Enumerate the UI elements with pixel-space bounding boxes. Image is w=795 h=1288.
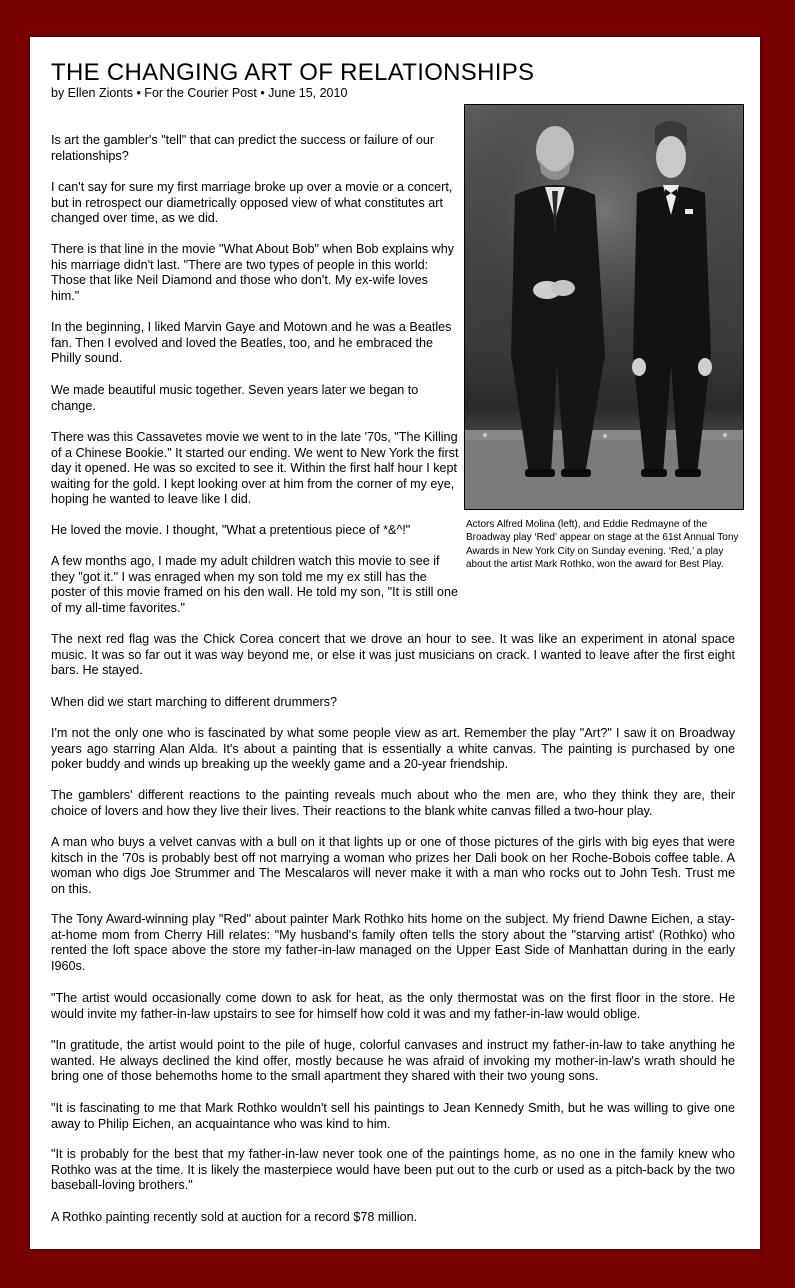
article-title: THE CHANGING ART OF RELATIONSHIPS — [51, 59, 535, 86]
paragraph-11: I'm not the only one who is fascinated by what some people view as art. Remember the play "Art?" I saw it on Broadway years ago starring Alan Alda. It's about a painting that is essentially a white canvas. The painting is purchased by one poker buddy and winds up breaking up the weekly game and a 20-year friendship. — [51, 726, 735, 772]
paragraph-1: Is art the gambler's "tell" that can predict the success or failure of our relationships? — [51, 133, 435, 163]
photo-illustration — [465, 105, 743, 509]
paragraph-2: I can't say for sure my first marriage broke up over a movie or a concert, but in retrospect our diametrically opposed view of what constitutes art changed over time, as we did. — [51, 180, 453, 226]
paragraph-13: A man who buys a velvet canvas with a bull on it that lights up or one of those pictures of the girls with big eyes that were kitsch in the '70s is probably best off not marrying a woman who prizes her Dali book on her Roche-Bobois coffee table. A woman who digs Joe Strummer and The Mescalaros will never make it with a man who rocks out to John Tesh. Trust me on this. — [51, 835, 735, 896]
article-byline: by Ellen Zionts • For the Courier Post • June 15, 2010 — [51, 86, 348, 100]
paragraph-10: When did we start marching to different drummers? — [51, 695, 338, 709]
article-page — [30, 37, 760, 1249]
paragraph-15: "The artist would occasionally come down to ask for heat, as the only thermostat was on the first floor in the store. He would invite my father-in-law upstairs to see for himself how cold it was and my father-in-law would oblige. — [51, 991, 735, 1021]
paragraph-8: A few months ago, I made my adult children watch this movie to see if they "got it." I was enraged when my son told me my ex still has the poster of this movie framed on his den wall. He told my son, "It is still one of my all-time favorites." — [51, 554, 458, 615]
paragraph-16: "In gratitude, the artist would point to the pile of huge, colorful canvases and instruct my father-in-law to take anything he wanted. He always declined the kind offer, mostly because he was afraid of invoking my mother-in-law's wrath should he bring one of those behemoths home to the small apartment they shared with their two young sons. — [51, 1038, 735, 1084]
paragraph-3: There is that line in the movie "What About Bob" when Bob explains why his marriage didn't last. "There are two types of people in this world: Those that like Neil Diamond and those who don't. My ex-wife loves him." — [51, 242, 455, 303]
paragraph-6: There was this Cassavetes movie we went to in the late '70s, "The Killing of a Chinese Bookie." It started our ending. We went to New York the first day it opened. He was so excited to see it. Within the first half hour I kept waiting for the gold. I kept looking over at him from the corner of my eye, hoping he wanted to leave like I did. — [51, 430, 459, 507]
paragraph-12: The gamblers' different reactions to the painting reveals much about who the men are, who they think they are, their choice of lovers and how they live their lives. Their reactions to the blank white canvas filled a two-hour play. — [51, 788, 735, 818]
paragraph-9: The next red flag was the Chick Corea concert that we drove an hour to see. It was like an experiment in atonal space music. It was so far out it was way beyond me, or else it was just musicians on crack. I wanted to leave after the first eight bars. He stayed. — [51, 632, 735, 678]
paragraph-14: The Tony Award-winning play "Red" about painter Mark Rothko hits home on the subject. My friend Dawne Eichen, a stay-at-home mom from Cherry Hill relates: "My husband's family often tells the story about the "starving artist' (Rothko) who rented the loft space above the store my father-in-law managed on the Upper East Side of Manhattan during in the early I960s. — [51, 912, 735, 973]
paragraph-5: We made beautiful music together. Seven years later we began to change. — [51, 383, 419, 413]
article-photo — [464, 104, 744, 510]
paragraph-7: He loved the movie. I thought, "What a pretentious piece of *&^!" — [51, 523, 411, 537]
paragraph-17: "It is fascinating to me that Mark Rothko wouldn't sell his paintings to Jean Kennedy Smith, but he was willing to give one away to Philip Eichen, an acquaintance who was kind to him. — [51, 1101, 735, 1131]
photo-caption: Actors Alfred Molina (left), and Eddie Redmayne of the Broadway play ‘Red’ appear on stage at the 61st Annual Tony Awards in New York City on Sunday evening. ‘Red,’ a play about the artist Mark Rothko, won the award for Best Play. — [466, 519, 739, 570]
paragraph-19: A Rothko painting recently sold at auction for a record $78 million. — [51, 1210, 418, 1224]
paragraph-4: In the beginning, I liked Marvin Gaye and Motown and he was a Beatles fan. Then I evolved and loved the Beatles, too, and he embraced the Philly sound. — [51, 320, 452, 366]
paragraph-18: "It is probably for the best that my father-in-law never took one of the paintings home, as no one in the family knew who Rothko was at the time. It is likely the masterpiece would have been put out to the curb or used as a pitch-back by the two baseball-loving brothers." — [51, 1147, 735, 1193]
